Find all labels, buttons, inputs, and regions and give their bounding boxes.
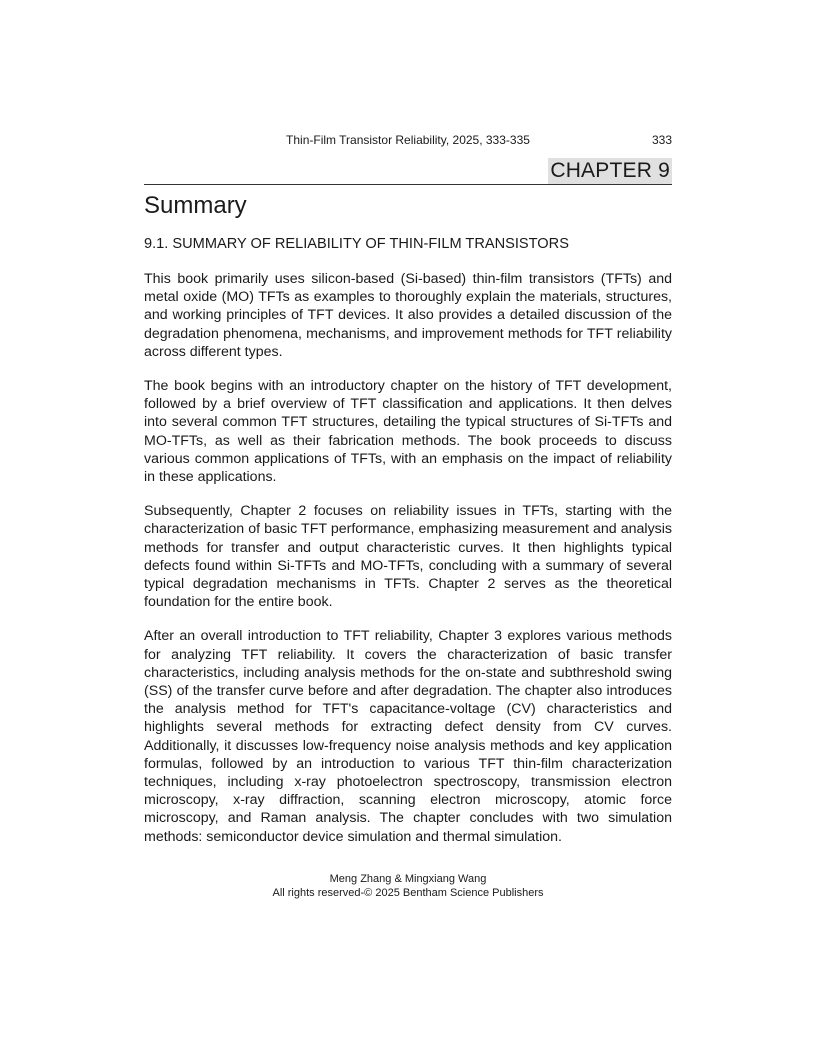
footer-copyright: All rights reserved-© 2025 Bentham Science Publishers	[272, 887, 544, 899]
body-text	[144, 270, 672, 862]
footer-authors: Meng Zhang & Mingxiang Wang	[329, 873, 487, 885]
chapter-title: Summary	[144, 192, 247, 219]
paragraph-chapter-1: The book begins with an introductory chapter on the history of TFT development, followed by a brief overview of TFT classification and applications. It then delves into several common TFT structures, detailing the typical structures of Si-TFTs and MO-TFTs, as well as their fabrication methods. The book proceeds to discuss various common applications of TFTs, with an emphasis on the impact of reliability in these applications.	[144, 378, 672, 486]
section-heading: 9.1. SUMMARY OF RELIABILITY OF THIN-FILM TRANSISTORS	[144, 236, 569, 252]
paragraph-chapter-3: After an overall introduction to TFT reliability, Chapter 3 explores various methods for analyzing TFT reliability. It covers the characterization of basic transfer characteristics, including analysis methods for the on-state and subthreshold swing (SS) of the transfer curve before and after degradation. The chapter also introduces the analysis method for TFT's capacitance-voltage (CV) characteristics and highlights several methods for extracting defect density from CV curves. Additionally, it discusses low-frequency noise analysis methods and key application formulas, followed by an introduction to various TFT thin-film characterization techniques, including x-ray photoelectron spectroscopy, transmission electron microscopy, x-ray diffraction, scanning electron microscopy, atomic force microscopy, and Raman analysis. The chapter concludes with two simulation methods: semiconductor device simulation and thermal simulation.	[144, 628, 672, 845]
paragraph-intro: This book primarily uses silicon-based (Si-based) thin-film transistors (TFTs) and metal oxide (MO) TFTs as examples to thoroughly explain the materials, structures, and working principles of TFT devices. It also provides a detailed discussion of the degradation phenomena, mechanisms, and improvement methods for TFT reliability across different types.	[144, 271, 672, 360]
chapter-rule	[144, 184, 672, 185]
running-head	[144, 132, 672, 148]
chapter-label: CHAPTER 9	[550, 159, 670, 182]
page-footer	[144, 872, 672, 900]
page-number: 333	[651, 133, 672, 147]
running-title: Thin-Film Transistor Reliability, 2025, 333-335	[286, 133, 530, 147]
paragraph-chapter-2: Subsequently, Chapter 2 focuses on reliability issues in TFTs, starting with the characterization of basic TFT performance, emphasizing measurement and analysis methods for transfer and output characteristic curves. It then highlights typical defects found within Si-TFTs and MO-TFTs, concluding with a summary of several typical degradation mechanisms in TFTs. Chapter 2 serves as the theoretical foundation for the entire book.	[144, 503, 672, 611]
